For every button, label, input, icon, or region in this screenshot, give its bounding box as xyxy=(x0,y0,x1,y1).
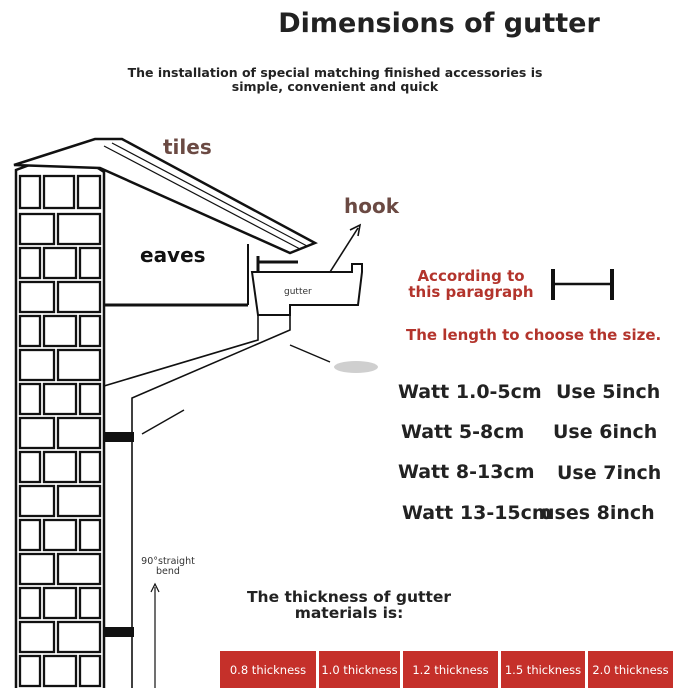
size-range-1: Watt 1.0-5cm xyxy=(398,381,542,403)
eaves-label: eaves xyxy=(140,243,206,267)
page-subtitle: The installation of special matching finished accessories is simple, convenient and quick xyxy=(127,65,543,94)
size-range-4: Watt 13-15cm xyxy=(402,502,552,524)
bend-label: 90°straight bend xyxy=(141,556,195,577)
according-note: According to this paragraph xyxy=(408,267,534,301)
thickness-option-1-2: 1.2 thickness xyxy=(403,651,498,688)
thickness-option-1-0: 1.0 thickness xyxy=(319,651,400,688)
size-use-4: uses 8inch xyxy=(541,502,655,524)
size-use-3: Use 7inch xyxy=(557,462,662,484)
length-note: The length to choose the size. xyxy=(406,326,662,344)
size-use-1: Use 5inch xyxy=(556,381,661,403)
gutter-label: gutter xyxy=(284,287,312,297)
page-title: Dimensions of gutter xyxy=(278,8,600,39)
thickness-option-2-0: 2.0 thickness xyxy=(588,651,673,688)
thickness-option-1-5: 1.5 thickness xyxy=(501,651,585,688)
thickness-title: The thickness of gutter materials is: xyxy=(246,588,452,622)
tiles-label: tiles xyxy=(163,135,212,159)
size-use-2: Use 6inch xyxy=(553,421,658,443)
hook-label: hook xyxy=(344,194,400,218)
thickness-option-0-8: 0.8 thickness xyxy=(220,651,316,688)
size-range-2: Watt 5-8cm xyxy=(401,421,525,443)
size-range-3: Watt 8-13cm xyxy=(398,461,535,483)
